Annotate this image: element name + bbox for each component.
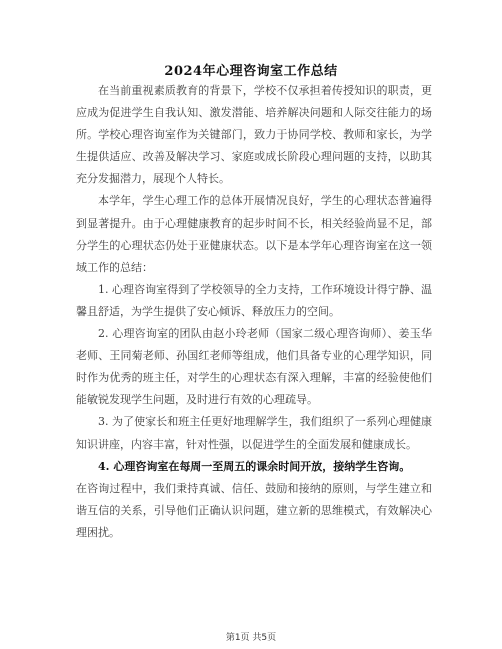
- paragraph-item-2: 2. 心理咨询室的团队由赵小玲老师（国家二级心理咨询师）、姜玉华老师、王同菊老师、孙国红老师等组成，他们具备专业的心理学知识，同时作为优秀的班主任，对学生的心理状态有深入理解，丰富的经验使他们能敏锐发现学生问题，及时进行有效的心理疏导。: [76, 327, 432, 407]
- document-body: [76, 80, 432, 544]
- paragraph-item-1: 1. 心理咨询室得到了学校领导的全力支持，工作环境设计得宁静、温馨且舒适，为学生提供了安心倾诉、释放压力的空间。: [76, 282, 432, 318]
- paragraph-item-4-body: 在咨询过程中，我们秉持真诚、信任、鼓励和接纳的原则，与学生建立和谐互信的关系，引导他们正确认识问题，建立新的思维模式，有效解决心理困扰。: [76, 481, 432, 539]
- document-title: 2024年心理咨询室工作总结: [164, 64, 338, 79]
- paragraph-item-4-heading: 4. 心理咨询室在每周一至周五的课余时间开放，接纳学生咨询。: [98, 459, 411, 473]
- paragraph-item-3: 3. 为了使家长和班主任更好地理解学生，我们组织了一系列心理健康知识讲座，内容丰富，针对性强，以促进学生的全面发展和健康成长。: [76, 415, 432, 451]
- page-number: 第1页 共5页: [225, 633, 277, 643]
- paragraph-intro: 在当前重视素质教育的背景下，学校不仅承担着传授知识的职责，更应成为促进学生自我认知、激发潜能、培养解决问题和人际交往能力的场所。学校心理咨询室作为关键部门，致力于协同学校、教师和家长，为学生提供适应、改善及解决学习、家庭或成长阶段心理问题的支持，以助其充分发掘潜力，展现个人特长。: [76, 84, 432, 186]
- paragraph-overview: 本学年，学生心理工作的总体开展情况良好，学生的心理状态普遍得到显著提升。由于心理健康教育的起步时间不长，相关经验尚显不足，部分学生的心理状态仍处于亚健康状态。以下是本学年心理咨询室在这一领域工作的总结：: [76, 194, 432, 274]
